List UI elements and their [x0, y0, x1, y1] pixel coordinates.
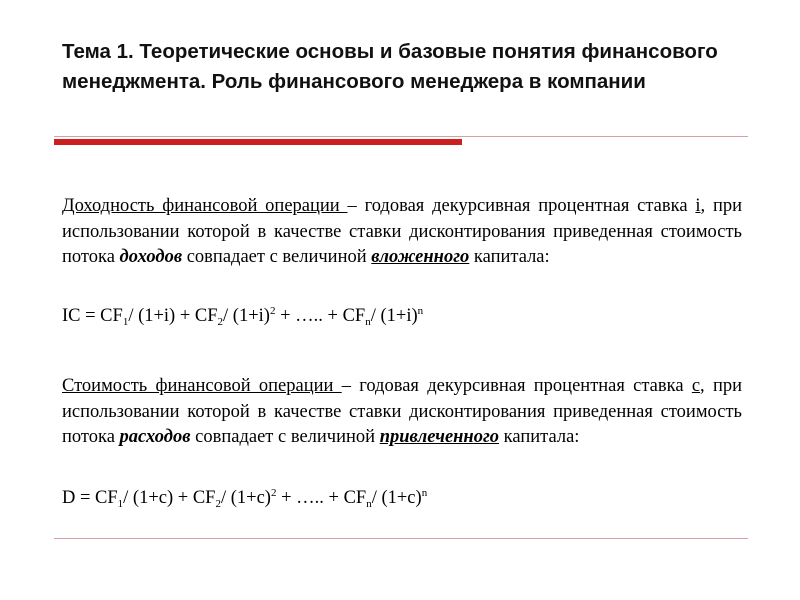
formula-exponent: 2	[270, 487, 277, 499]
formula-part: / (1+c)	[220, 488, 271, 508]
formula-subscript: 1	[122, 316, 129, 328]
formula-part: / (1+i)	[370, 306, 418, 326]
formula-part: / (1+c)	[371, 488, 422, 508]
text: , при использовании которой в качестве ставки дисконтирования приведенная стоимость потока	[62, 376, 742, 447]
formula-cost	[62, 486, 427, 511]
text: – годовая декурсивная процентная ставка	[341, 376, 692, 396]
formula-subscript: 2	[217, 316, 224, 328]
formula-yield	[62, 304, 423, 329]
footer-divider-line	[54, 538, 748, 539]
emphasis-income: доходов	[119, 247, 183, 267]
formula-exponent: n	[417, 305, 424, 317]
text: совпадает с величиной	[190, 427, 380, 447]
text: – годовая декурсивная процентная ставка	[347, 196, 696, 216]
formula-part: / (1+i) + CF	[128, 306, 218, 326]
formula-exponent: n	[421, 487, 428, 499]
formula-part: / (1+c) + CF	[123, 488, 216, 508]
variable-c: c	[691, 376, 701, 396]
definition-yield	[62, 194, 742, 271]
formula-part: + ….. + CF	[276, 488, 367, 508]
formula-subscript: 2	[215, 498, 221, 510]
emphasis-expenses: расходов	[119, 427, 191, 447]
formula-part: + ….. + CF	[275, 306, 366, 326]
definition-cost	[62, 374, 742, 451]
emphasis-attracted: привлеченного	[379, 427, 500, 447]
text: совпадает с величиной	[182, 247, 372, 267]
formula-part: / (1+i)	[223, 306, 270, 326]
variable-i: i	[695, 196, 701, 216]
title-divider-line	[54, 136, 748, 137]
formula-subscript: 1	[117, 498, 124, 510]
formula-part: IC = CF	[62, 306, 123, 326]
text: , при использовании которой в качестве ставки дисконтирования приведенная стоимость потока	[62, 196, 743, 267]
formula-subscript: n	[366, 498, 372, 510]
formula-exponent: 2	[269, 305, 276, 317]
text: капитала:	[469, 247, 550, 267]
formula-part: D = CF	[62, 488, 118, 508]
emphasis-invested: вложенного	[371, 247, 470, 267]
formula-subscript: n	[365, 316, 371, 328]
term-yield: Доходность финансовой операции	[62, 196, 348, 216]
term-cost: Стоимость финансовой операции	[62, 376, 342, 396]
text: капитала:	[499, 427, 580, 447]
title-accent-bar	[54, 139, 462, 145]
slide-title: Тема 1. Теоретические основы и базовые понятия финансового менеджмента. Роль финансового менеджера в компании	[62, 40, 718, 93]
